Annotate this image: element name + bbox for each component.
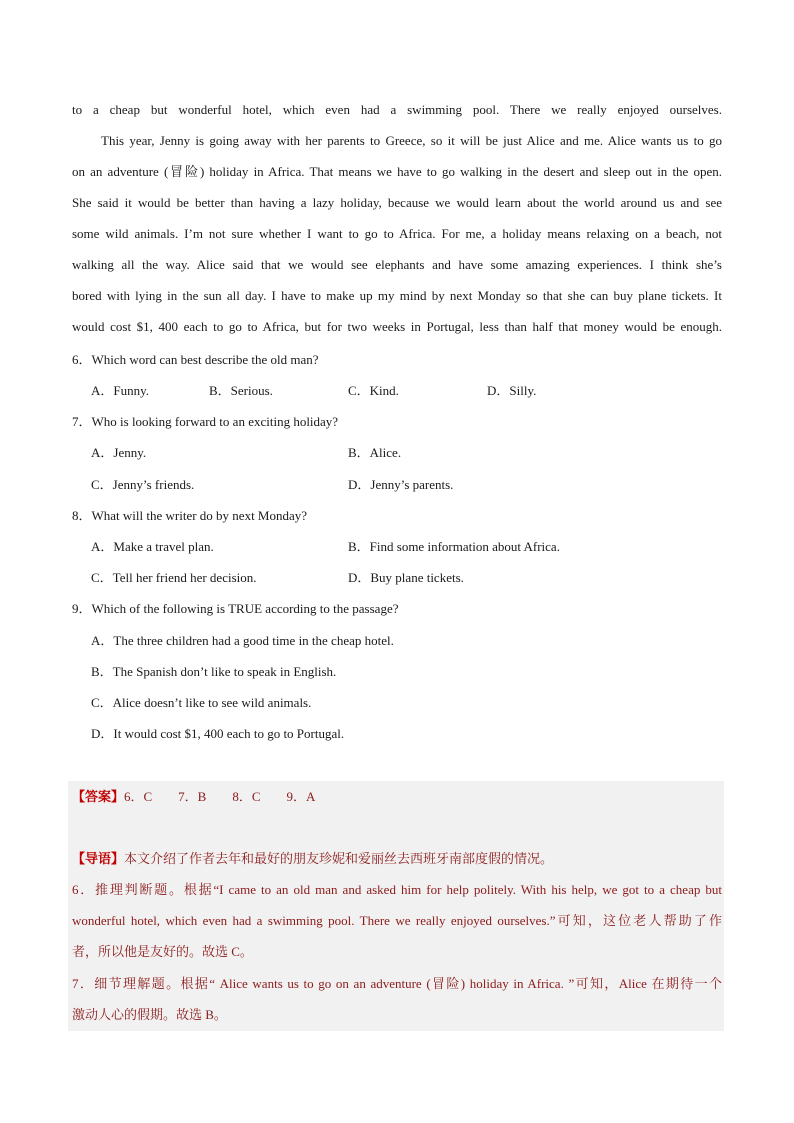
passage-line-2: This year, Jenny is going away with her parents to Greece, so it will be just Alice and me. Alice wants us to go [101, 133, 722, 148]
q6-option-b: B．Serious. [209, 383, 273, 398]
passage-line-6: walking all the way. Alice said that we would see elephants and have some amazing experiences. I think she’s [72, 257, 722, 272]
guide-text: 本文介绍了作者去年和最好的朋友珍妮和爱丽丝去西班牙南部度假的情况。 [124, 851, 554, 866]
passage-line-7: bored with lying in the sun all day. I have to make up my mind by next Monday so that she can buy plane tickets. It [72, 288, 722, 303]
question-6-stem: 6．Which word can best describe the old man? [72, 352, 319, 367]
explanation-q6-line-2: wonderful hotel, which even had a swimming pool. There we really enjoyed ourselves.”可知，这位老人帮助了作 [72, 913, 722, 928]
answer-label: 【答案】 [72, 789, 125, 804]
passage-line-4: She said it would be better than having a lazy holiday, because we would learn about the world around us and see [72, 195, 722, 210]
q9-option-a: A．The three children had a good time in the cheap hotel. [91, 633, 394, 648]
q9-option-b: B．The Spanish don’t like to speak in English. [91, 664, 337, 679]
explanation-q7-line-1: 7．细节理解题。根据“ Alice wants us to go on an adventure (冒险) holiday in Africa. ”可知，Alice 在期待一个 [72, 976, 722, 991]
q6-option-c: C．Kind. [348, 383, 399, 398]
q7-option-c: C．Jenny’s friends. [91, 477, 195, 492]
passage-line-5: some wild animals. I’m not sure whether I want to go to Africa. For me, a holiday means relaxing on a beach, not [72, 226, 722, 241]
question-9-stem: 9．Which of the following is TRUE according to the passage? [72, 601, 399, 616]
answer-line [72, 788, 722, 806]
passage-line-3: on an adventure (冒险) holiday in Africa. That means we have to go walking in the desert and sleep out in the open. [72, 164, 722, 179]
explanation-q6-line-1: 6．推理判断题。根据“I came to an old man and asked him for help politely. With his help, we got to a cheap but [72, 882, 722, 897]
q8-option-b: B．Find some information about Africa. [348, 539, 560, 554]
q8-option-c: C．Tell her friend her decision. [91, 570, 257, 585]
q7-option-d: D．Jenny’s parents. [348, 477, 454, 492]
explanation-q6-line-3: 者，所以他是友好的。故选 C。 [72, 944, 253, 959]
question-8-stem: 8．What will the writer do by next Monday? [72, 508, 308, 523]
q8-option-a: A．Make a travel plan. [91, 539, 214, 554]
passage-line-8: would cost $1, 400 each to go to Africa, but for two weeks in Portugal, less than half that money would be enough. [72, 319, 722, 334]
q7-option-b: B．Alice. [348, 445, 402, 460]
guide-label: 【导语】 [72, 851, 125, 866]
q6-option-d: D．Silly. [487, 383, 537, 398]
q8-option-d: D．Buy plane tickets. [348, 570, 464, 585]
passage-line-1: to a cheap but wonderful hotel, which even had a swimming pool. There we really enjoyed ourselves. [72, 102, 722, 117]
answer-values: 6．C 7．B 8．C 9．A [124, 789, 316, 804]
analysis-box [68, 781, 724, 1031]
explanation-q7-line-2: 激动人心的假期。故选 B。 [72, 1007, 227, 1022]
q6-option-a: A．Funny. [91, 383, 150, 398]
question-7-stem: 7．Who is looking forward to an exciting holiday? [72, 414, 339, 429]
guide-line [72, 850, 722, 868]
q7-option-a: A．Jenny. [91, 445, 147, 460]
q9-option-d: D．It would cost $1, 400 each to go to Portugal. [91, 726, 345, 741]
q9-option-c: C．Alice doesn’t like to see wild animals. [91, 695, 312, 710]
